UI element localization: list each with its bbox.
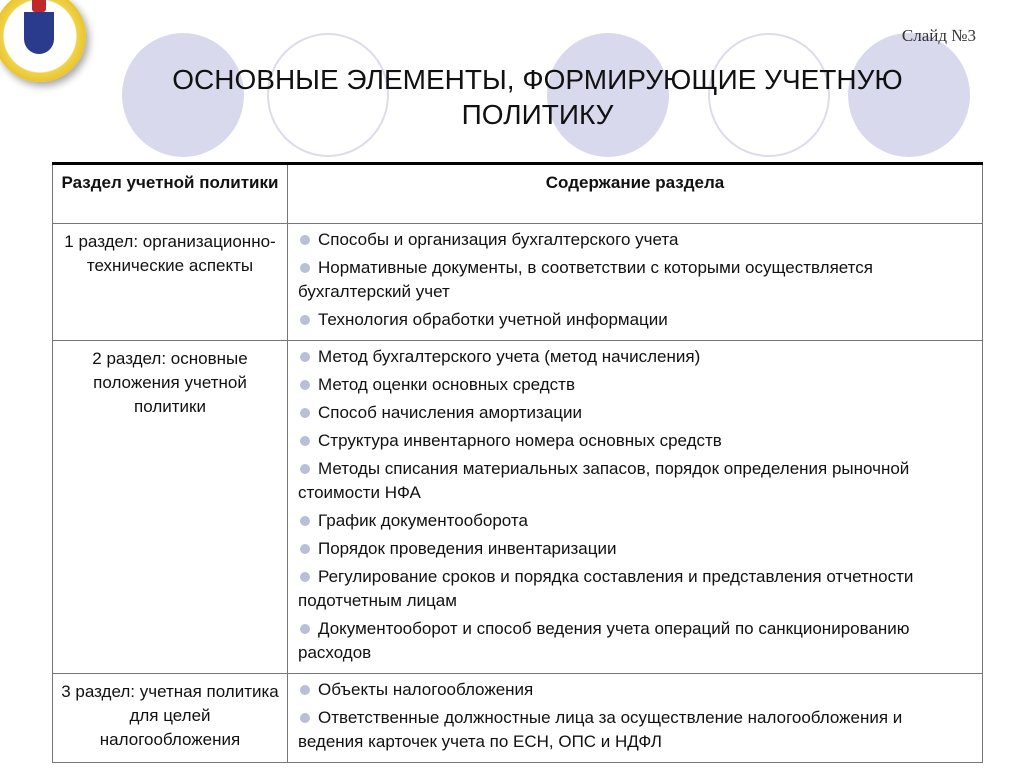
list-item-text: Ответственные должностные лица за осуществление налогообложения и ведения карточек учета по ЕСН, ОПС и НДФЛ bbox=[298, 708, 903, 751]
list-item-text: Регулирование сроков и порядка составления и представления отчетности подотчетным лицам bbox=[298, 567, 914, 610]
crest-icon bbox=[32, 0, 46, 12]
bullet-icon bbox=[300, 572, 310, 582]
slide-number: Слайд №3 bbox=[901, 26, 976, 45]
bullet-icon bbox=[300, 713, 310, 723]
bullet-icon bbox=[300, 263, 310, 273]
list-item-text: Нормативные документы, в соответствии с которыми осуществляется бухгалтерский учет bbox=[298, 258, 873, 301]
logo bbox=[0, 0, 86, 82]
section-content bbox=[288, 674, 983, 763]
page-title: ОСНОВНЫЕ ЭЛЕМЕНТЫ, ФОРМИРУЮЩИЕ УЧЕТНУЮ ПОЛИТИКУ bbox=[172, 64, 903, 130]
list-item-text: Документооборот и способ ведения учета операций по санкционированию расходов bbox=[298, 619, 910, 662]
shield-icon bbox=[24, 12, 54, 54]
table-row bbox=[53, 341, 983, 674]
bullet-icon bbox=[300, 544, 310, 554]
list-item bbox=[298, 401, 972, 425]
section-name: 2 раздел: основные положения учетной политики bbox=[53, 341, 288, 674]
list-item bbox=[298, 373, 972, 397]
table-header-row bbox=[53, 164, 983, 224]
section-content bbox=[288, 224, 983, 341]
list-item bbox=[298, 706, 972, 754]
bullet-icon bbox=[300, 315, 310, 325]
list-item bbox=[298, 228, 972, 252]
bullet-icon bbox=[300, 464, 310, 474]
policy-table bbox=[52, 162, 983, 763]
bullet-icon bbox=[300, 516, 310, 526]
list-item bbox=[298, 308, 972, 332]
list-item-text: Объекты налогообложения bbox=[318, 680, 534, 699]
list-item bbox=[298, 565, 972, 613]
list-item bbox=[298, 617, 972, 665]
list-item-text: Технология обработки учетной информации bbox=[318, 310, 668, 329]
list-item-text: Способы и организация бухгалтерского учета bbox=[318, 230, 679, 249]
bullet-icon bbox=[300, 380, 310, 390]
table-row bbox=[53, 224, 983, 341]
section-name: 1 раздел: организационно-технические аспекты bbox=[53, 224, 288, 341]
list-item bbox=[298, 509, 972, 533]
table-row bbox=[53, 674, 983, 763]
list-item-text: Метод бухгалтерского учета (метод начисления) bbox=[318, 347, 701, 366]
list-item-text: Методы списания материальных запасов, порядок определения рыночной стоимости НФА bbox=[298, 459, 910, 502]
bullet-icon bbox=[300, 235, 310, 245]
list-item-text: Способ начисления амортизации bbox=[318, 403, 582, 422]
list-item bbox=[298, 457, 972, 505]
bullet-icon bbox=[300, 408, 310, 418]
section-name: 3 раздел: учетная политика для целей налогообложения bbox=[53, 674, 288, 763]
bullet-icon bbox=[300, 624, 310, 634]
list-item-text: Структура инвентарного номера основных средств bbox=[318, 431, 722, 450]
list-item bbox=[298, 678, 972, 702]
list-item bbox=[298, 429, 972, 453]
list-item-text: Метод оценки основных средств bbox=[318, 375, 575, 394]
bullet-icon bbox=[300, 352, 310, 362]
list-item bbox=[298, 256, 972, 304]
header-section: Раздел учетной политики bbox=[53, 164, 288, 224]
header-content: Содержание раздела bbox=[288, 164, 983, 224]
section-content bbox=[288, 341, 983, 674]
bullet-icon bbox=[300, 685, 310, 695]
list-item-text: Порядок проведения инвентаризации bbox=[318, 539, 617, 558]
list-item-text: График документооборота bbox=[318, 511, 528, 530]
bullet-icon bbox=[300, 436, 310, 446]
list-item bbox=[298, 345, 972, 369]
list-item bbox=[298, 537, 972, 561]
